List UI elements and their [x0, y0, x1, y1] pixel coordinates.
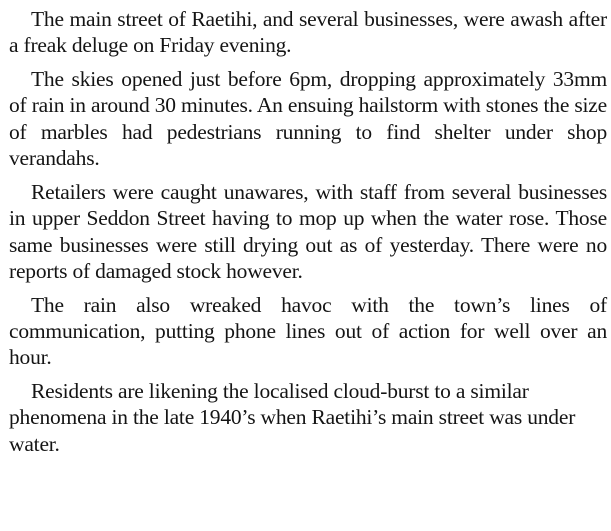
article-paragraph-4: The rain also wreaked havoc with the town’s lines of communication, putting phone lines out of action for well over an hour. — [9, 292, 607, 370]
article-paragraph-1: The main street of Raetihi, and several businesses, were awash after a freak deluge on Friday evening. — [9, 7, 607, 58]
article-paragraph-2: The skies opened just before 6pm, dropping approximately 33mm of rain in around 30 minutes. An ensuing hailstorm with stones the size of marbles had pedestrians running to find shelter under shop verandahs. — [9, 67, 607, 171]
article-paragraph-3: Retailers were caught unawares, with staff from several businesses in upper Seddon Street having to mop up when the water rose. Those same businesses were still drying out as of yesterday. There were no reports of damaged stock however. — [9, 179, 607, 284]
article-paragraph-5: Residents are likening the localised cloud-burst to a similar phenomena in the late 1940’s when Raetihi’s main street was under water. — [9, 379, 576, 456]
